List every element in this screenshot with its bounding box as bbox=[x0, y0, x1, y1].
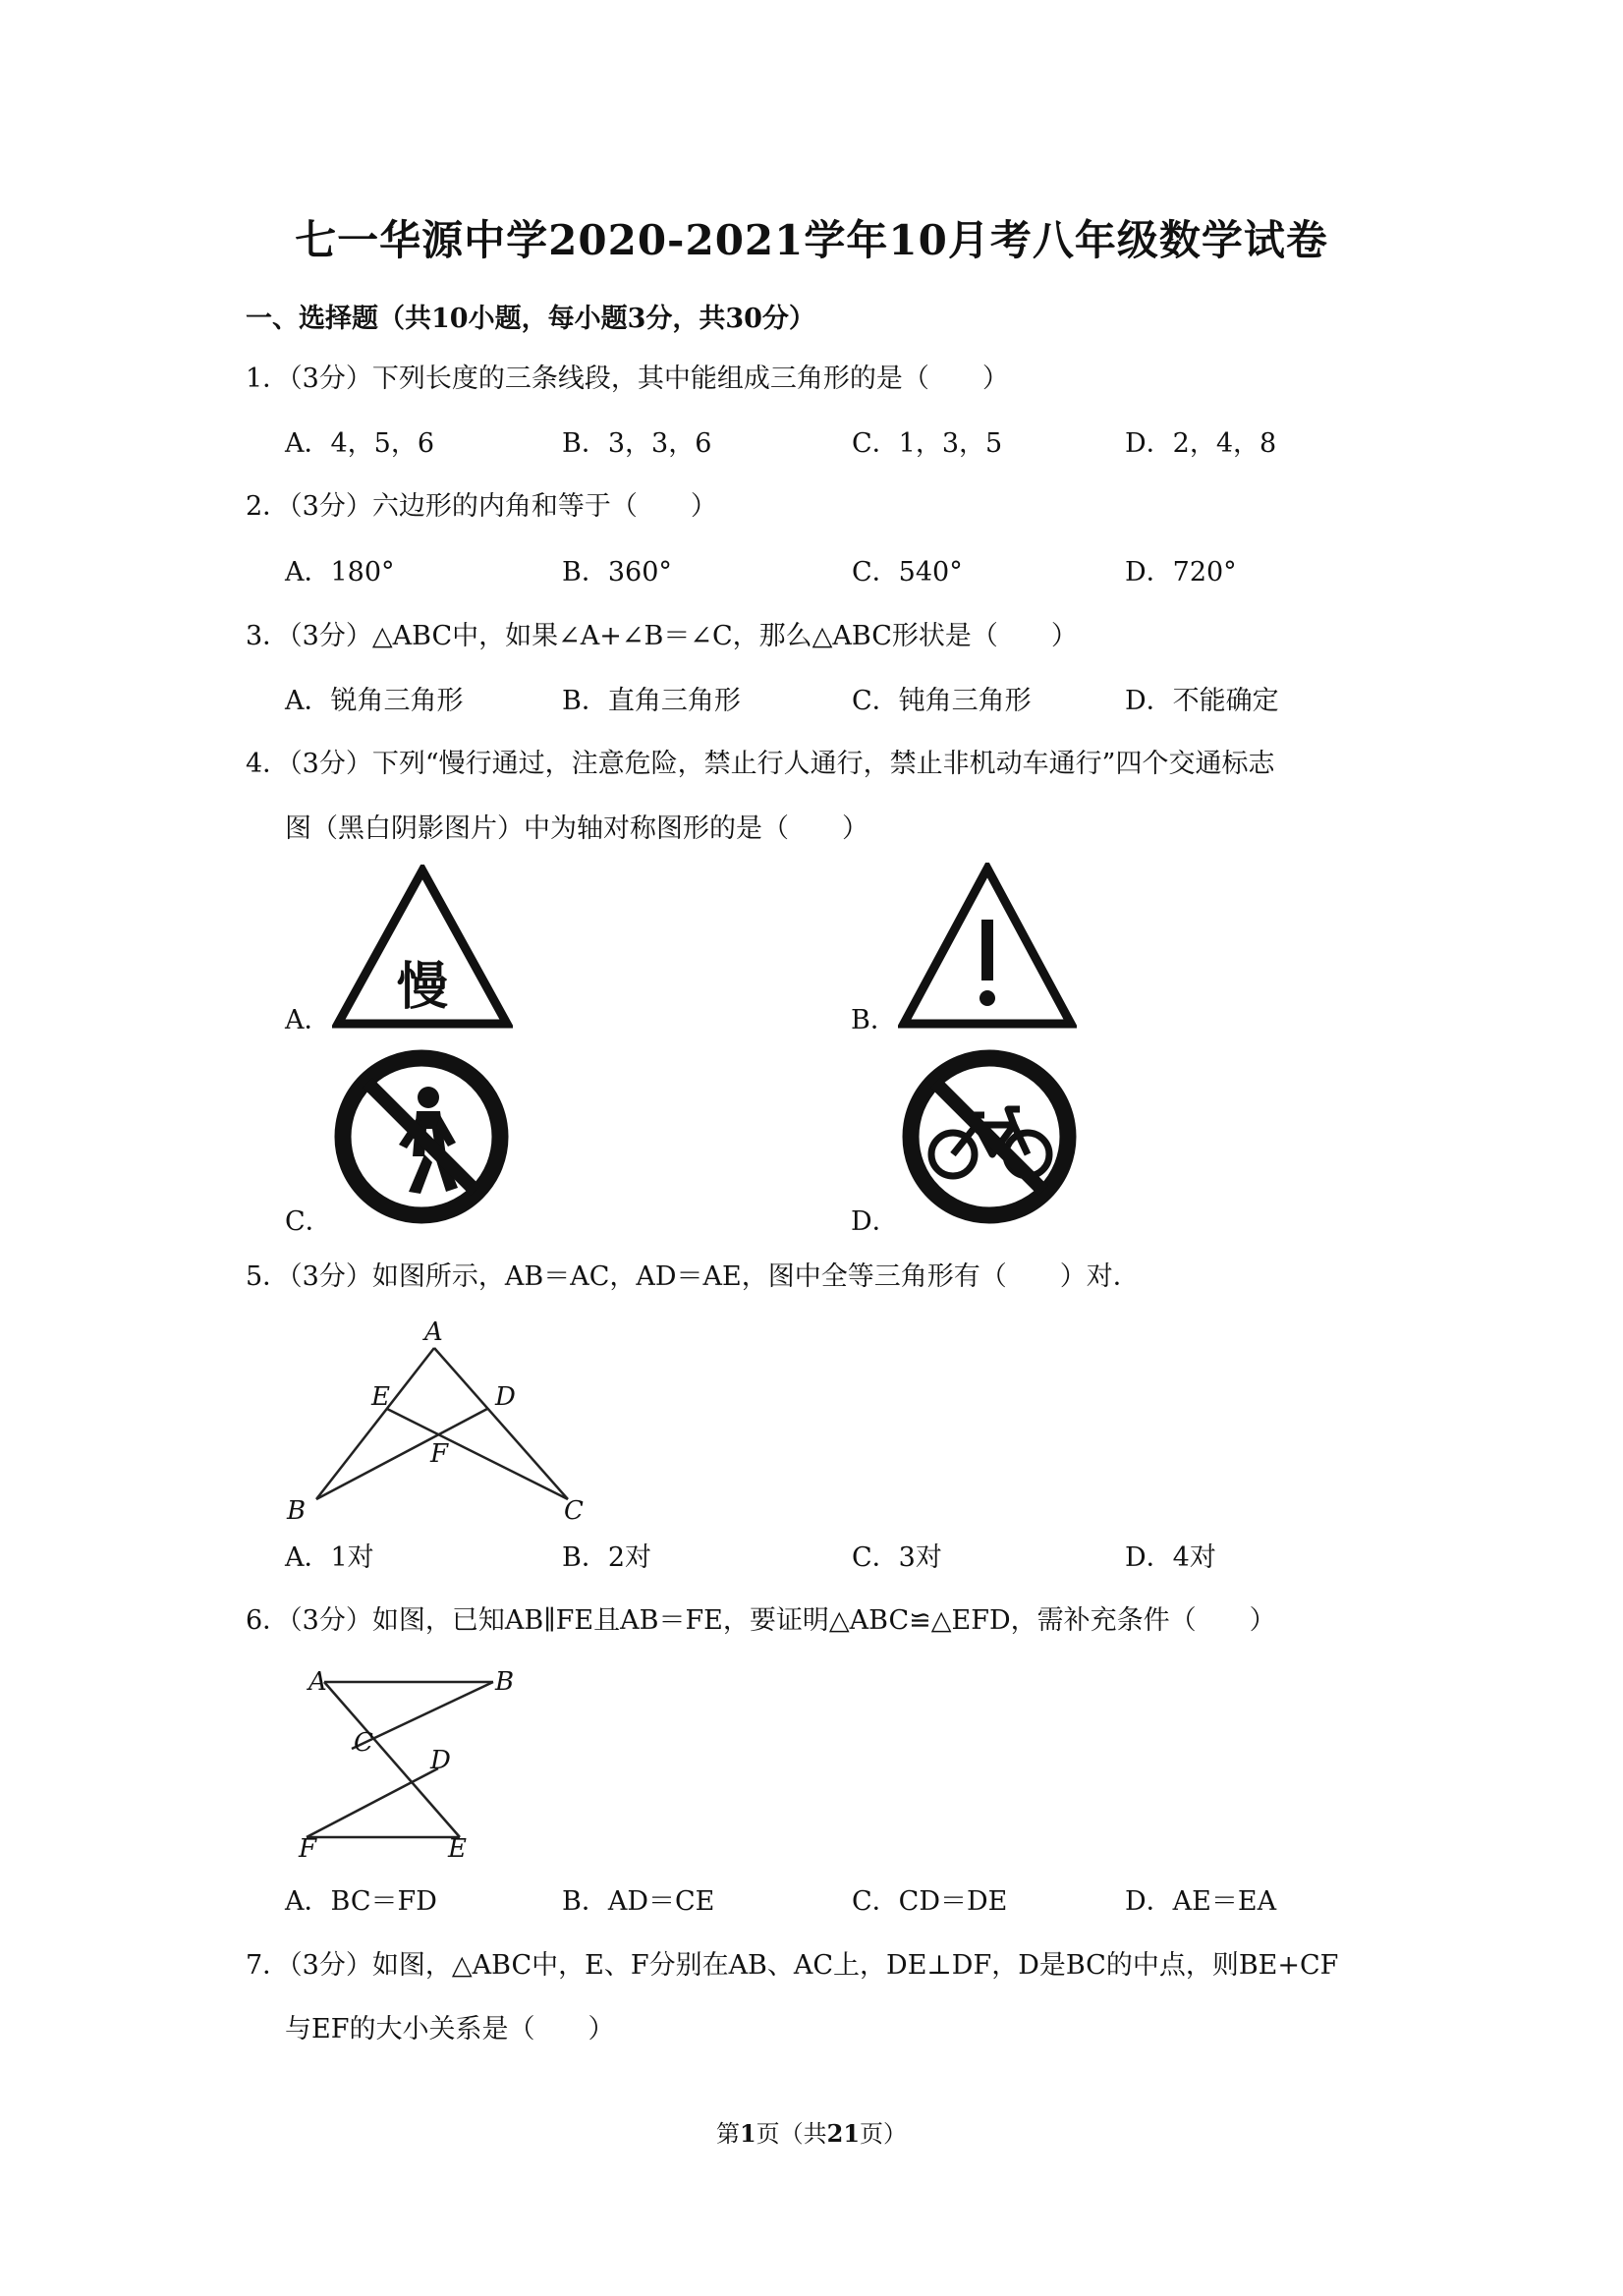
q6-label-a: A bbox=[308, 1667, 327, 1697]
question-1-option-b: B．3，3，6 bbox=[562, 428, 712, 459]
question-5-option-a: A．1对 bbox=[285, 1542, 374, 1573]
question-1-text: 1．（3分）下列长度的三条线段，其中能组成三角形的是（ ） bbox=[246, 364, 1009, 394]
q6-label-e: E bbox=[448, 1834, 467, 1863]
danger-warning-sign-icon bbox=[898, 863, 1077, 1030]
question-6-option-a: A．BC＝FD bbox=[285, 1886, 437, 1917]
question-5-option-b: B．2对 bbox=[562, 1542, 652, 1573]
slow-sign-character: 慢 bbox=[396, 958, 449, 1017]
question-3-option-d: D．不能确定 bbox=[1125, 686, 1279, 716]
question-3-option-b: B．直角三角形 bbox=[562, 686, 741, 716]
question-2-option-b: B．360° bbox=[562, 557, 672, 588]
question-7-text-line2: 与EF的大小关系是（ ） bbox=[285, 2014, 615, 2044]
q6-label-b: B bbox=[495, 1667, 515, 1697]
question-2-option-d: D．720° bbox=[1125, 557, 1237, 588]
q5-label-a: A bbox=[424, 1317, 443, 1347]
exam-title: 七一华源中学2020-2021学年10月考八年级数学试卷 bbox=[295, 216, 1328, 264]
slow-traffic-sign-icon bbox=[332, 865, 513, 1030]
question-4-option-a-label: A． bbox=[285, 1005, 331, 1036]
question-5-option-c: C．3对 bbox=[852, 1542, 942, 1573]
q6-label-f: F bbox=[299, 1834, 317, 1863]
question-6-z-figure bbox=[291, 1662, 538, 1863]
question-6-option-c: C．CD＝DE bbox=[852, 1886, 1008, 1917]
question-2-text: 2．（3分）六边形的内角和等于（ ） bbox=[246, 491, 717, 522]
q5-label-b: B bbox=[287, 1496, 307, 1526]
question-5-option-d: D．4对 bbox=[1125, 1542, 1216, 1573]
question-6-option-d: D．AE＝EA bbox=[1125, 1886, 1277, 1917]
q5-label-c: C bbox=[564, 1496, 584, 1526]
question-5-text: 5．（3分）如图所示，AB＝AC，AD＝AE，图中全等三角形有（ ）对． bbox=[246, 1261, 1140, 1292]
footer-page-number: 1 bbox=[739, 2119, 756, 2148]
question-1-option-d: D．2，4，8 bbox=[1125, 428, 1277, 459]
question-4-text-line2: 图（黑白阴影图片）中为轴对称图形的是（ ） bbox=[285, 813, 868, 844]
footer-total-pages: 21 bbox=[826, 2119, 861, 2148]
question-2-option-c: C．540° bbox=[852, 557, 963, 588]
question-4-option-c-label: C． bbox=[285, 1206, 332, 1237]
q5-label-f: F bbox=[430, 1439, 449, 1469]
footer-middle: 页（共 bbox=[756, 2120, 827, 2148]
question-4-text-line1: 4．（3分）下列“慢行通过，注意危险，禁止行人通行，禁止非机动车通行”四个交通标志 bbox=[246, 749, 1275, 779]
q5-label-e: E bbox=[371, 1382, 390, 1412]
no-bicycles-sign-icon bbox=[898, 1046, 1081, 1227]
question-1-option-c: C．1，3，5 bbox=[852, 428, 1003, 459]
question-3-option-c: C．钝角三角形 bbox=[852, 686, 1032, 716]
footer-prefix: 第 bbox=[715, 2120, 740, 2148]
question-4-option-d-label: D． bbox=[851, 1206, 899, 1237]
question-5-triangle-figure bbox=[281, 1313, 605, 1529]
question-1-option-a: A．4，5，6 bbox=[285, 428, 435, 459]
question-3-text: 3．（3分）△ABC中，如果∠A+∠B＝∠C，那么△ABC形状是（ ） bbox=[246, 621, 1078, 651]
question-3-option-a: A．锐角三角形 bbox=[285, 686, 464, 716]
q6-label-d: D bbox=[430, 1746, 451, 1775]
q5-label-d: D bbox=[495, 1382, 516, 1412]
q6-label-c: C bbox=[354, 1728, 373, 1758]
question-6-text: 6．（3分）如图，已知AB∥FE且AB＝FE，要证明△ABC≌△EFD，需补充条件（ ） bbox=[246, 1605, 1276, 1636]
question-7-text-line1: 7．（3分）如图，△ABC中，E、F分别在AB、AC上，DE⊥DF，D是BC的中点，则BE+CF bbox=[246, 1950, 1339, 1981]
question-4-option-b-label: B． bbox=[851, 1005, 897, 1036]
section-header: 一、选择题（共10小题，每小题3分，共30分） bbox=[246, 304, 815, 334]
footer-suffix: 页） bbox=[860, 2120, 908, 2148]
question-6-option-b: B．AD＝CE bbox=[562, 1886, 715, 1917]
page-footer bbox=[0, 2114, 1623, 2149]
no-pedestrians-sign-icon bbox=[330, 1046, 513, 1227]
question-2-option-a: A．180° bbox=[285, 557, 395, 588]
